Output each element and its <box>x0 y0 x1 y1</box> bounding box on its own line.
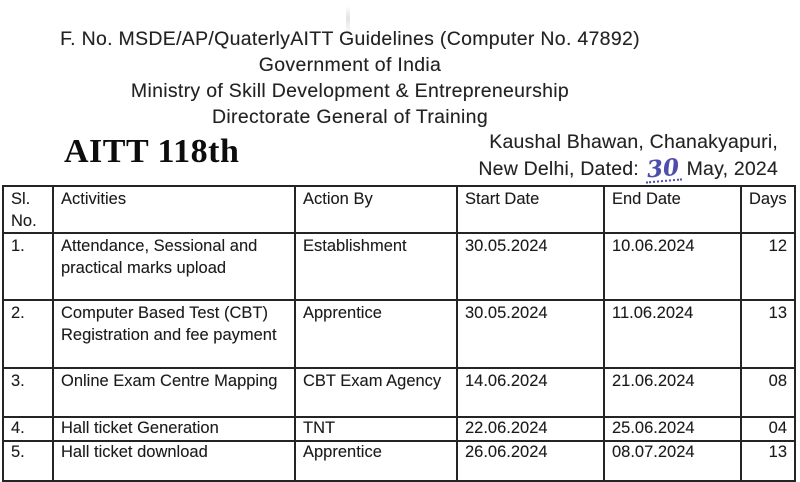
header-activities: Activities <box>53 186 295 233</box>
government-line: Government of India <box>258 54 442 76</box>
table-row <box>3 300 795 368</box>
exam-title: AITT 118th <box>64 133 240 170</box>
header-end-date: End Date <box>604 186 741 233</box>
cell-end-date: 10.06.2024 <box>604 233 741 300</box>
cell-sl: 1. <box>3 233 53 300</box>
cell-end-date: 08.07.2024 <box>604 441 741 481</box>
cell-days: 12 <box>741 233 795 300</box>
cell-start-date: 30.05.2024 <box>457 300 604 368</box>
table-row <box>3 233 795 300</box>
cell-start-date: 30.05.2024 <box>457 233 604 300</box>
date-line <box>478 153 778 183</box>
header-start-date: Start Date <box>457 186 604 233</box>
file-number-line: F. No. MSDE/AP/QuaterlyAITT Guidelines (Computer No. 47892) <box>60 28 640 50</box>
cell-action-by: Apprentice <box>295 441 457 481</box>
header-action-by: Action By <box>295 186 457 233</box>
cell-start-date: 26.06.2024 <box>457 441 604 481</box>
cell-end-date: 25.06.2024 <box>604 417 741 441</box>
cell-activity: Hall ticket Generation <box>53 417 295 441</box>
cell-start-date: 22.06.2024 <box>457 417 604 441</box>
table-row <box>3 368 795 417</box>
table-header-row <box>3 186 795 233</box>
address-date-block <box>478 129 778 182</box>
schedule-table-container <box>2 185 796 461</box>
cell-end-date: 11.06.2024 <box>604 300 741 368</box>
cell-action-by: CBT Exam Agency <box>295 368 457 417</box>
ministry-line: Ministry of Skill Development & Entrepreneurship <box>130 80 570 102</box>
cell-activity: Attendance, Sessional and practical marks upload <box>53 233 295 300</box>
cell-sl: 5. <box>3 441 53 481</box>
table-row <box>3 417 795 441</box>
cell-sl: 2. <box>3 300 53 368</box>
directorate-line: Directorate General of Training <box>212 106 488 128</box>
cell-activity: Computer Based Test (CBT) Registration and fee payment <box>53 300 295 368</box>
cell-days: 13 <box>741 441 795 481</box>
date-suffix: May, 2024 <box>680 157 778 180</box>
header-days: Days <box>741 186 795 233</box>
cell-activity: Hall ticket download <box>53 441 295 481</box>
header-sl-no: Sl. No. <box>3 186 53 233</box>
table-row <box>3 441 795 481</box>
cell-sl: 4. <box>3 417 53 441</box>
address-line: Kaushal Bhawan, Chanakyapuri, <box>489 131 778 153</box>
date-prefix: New Delhi, Dated: <box>478 157 645 180</box>
cell-end-date: 21.06.2024 <box>604 368 741 417</box>
cell-sl: 3. <box>3 368 53 417</box>
cell-start-date: 14.06.2024 <box>457 368 604 417</box>
letterhead <box>0 26 700 130</box>
cell-action-by: Apprentice <box>295 300 457 368</box>
cell-activity: Online Exam Centre Mapping <box>53 368 295 417</box>
schedule-table <box>2 185 796 482</box>
cell-days: 13 <box>741 300 795 368</box>
handwritten-day: 30 <box>645 153 680 183</box>
cell-days: 04 <box>741 417 795 441</box>
cell-action-by: TNT <box>295 417 457 441</box>
cell-days: 08 <box>741 368 795 417</box>
cell-action-by: Establishment <box>295 233 457 300</box>
